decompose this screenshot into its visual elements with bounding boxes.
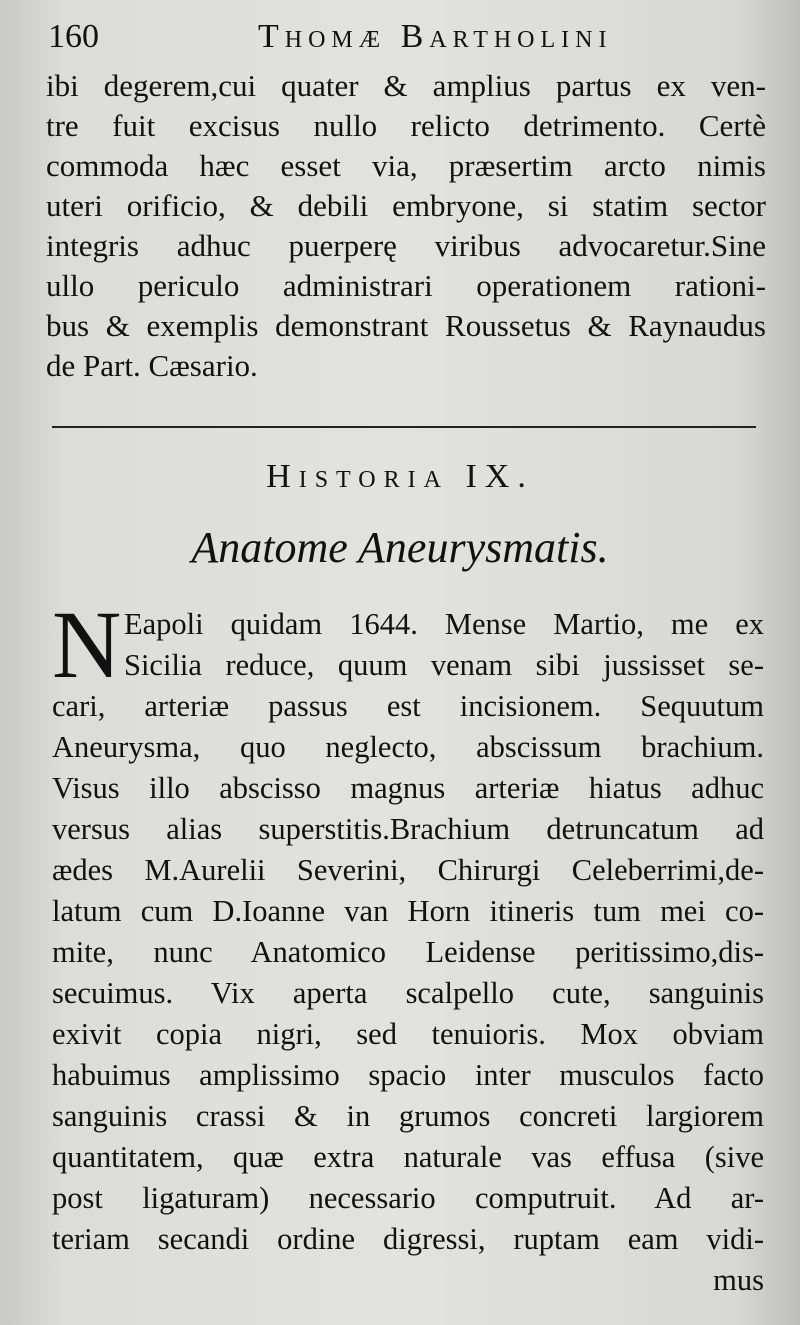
text-line: quantitatem, quæ extra naturale vas effusa (sive [52,1140,764,1174]
text-line: bus & exemplis demonstrant Roussetus & Raynaudus [46,308,766,343]
drop-cap-letter: N [52,591,122,698]
text-line: Sicilia reduce, quum venam sibi jussisset se- [124,648,764,682]
text-line: ædes M.Aurelii Severini, Chirurgi Celeberrimi,de- [52,853,764,887]
text-line: versus alias superstitis.Brachium detruncatum ad [52,812,764,846]
section2-text [52,591,764,1301]
section-divider [52,426,756,428]
text-line: integris adhuc puerperę viribus advocaretur.Sine [46,228,766,263]
text-line: cari, arteriæ passus est incisionem. Sequutum [52,689,764,723]
text-line: habuimus amplissimo spacio inter musculos facto [52,1058,764,1092]
text-line: sanguinis crassi & in grumos concreti largiorem [52,1099,764,1133]
text-line: Visus illo abscisso magnus arteriæ hiatus adhuc [52,771,764,805]
text-line: Aneurysma, quo neglecto, abscissum brachium. [52,730,764,764]
text-line: exivit copia nigri, sed tenuioris. Mox obviam [52,1017,764,1051]
text-line: teriam secandi ordine digressi, ruptam eam vidi- [52,1222,764,1256]
text-line: Eapoli quidam 1644. Mense Martio, me ex [124,607,764,641]
text-line: uteri orificio, & debili embryone, si statim sector [46,188,766,223]
page-number: 160 [48,18,99,55]
section-subheading: Anatome Aneurysmatis. [191,523,609,572]
text-line: ullo periculo administrari operationem rationi- [46,268,766,303]
text-line: post ligaturam) necessario computruit. Ad ar- [52,1181,764,1215]
text-line: secuimus. Vix aperta scalpello cute, sanguinis [52,976,764,1010]
text-line: tre fuit excisus nullo relicto detrimento. Certè [46,108,766,143]
catchword: mus [713,1263,764,1297]
text-line: commoda hæc esset via, præsertim arcto nimis [46,148,766,183]
text-line: de Part. Cæsario. [46,348,258,383]
page-header [48,14,768,60]
section-heading: Historia IX. [266,458,534,495]
running-title: Thomæ Bartholini [258,18,613,55]
text-line: latum cum D.Ioanne van Horn itineris tum mei co- [52,894,764,928]
text-line: ibi degerem,cui quater & amplius partus ex ven- [46,68,766,103]
section1-text [46,66,766,386]
text-line: mite, nunc Anatomico Leidense peritissimo,dis- [52,935,764,969]
